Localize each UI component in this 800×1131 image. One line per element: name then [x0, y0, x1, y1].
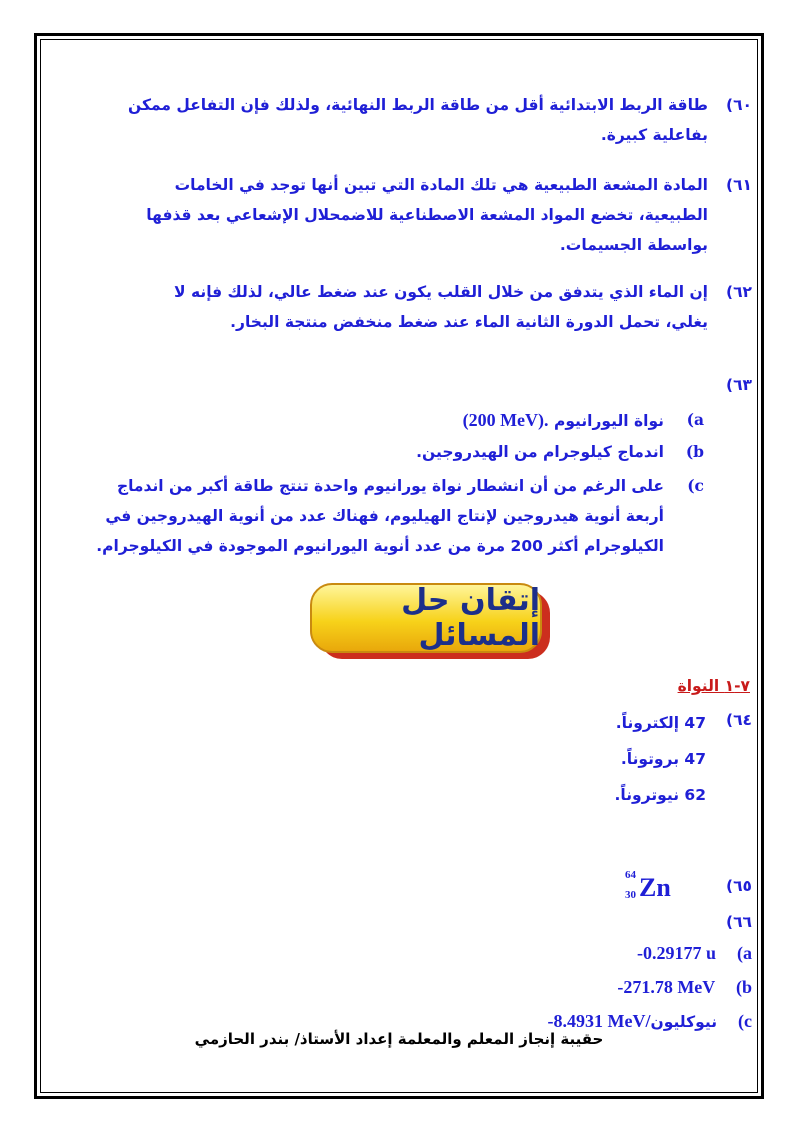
sub-label: c) — [687, 476, 704, 495]
answer-line: الطبيعية، تخضع المواد المشعة الاصطناعية للاضمحلال الإشعاعي بعد قذفها — [146, 206, 708, 224]
answer-number: ٦٥) — [725, 877, 752, 895]
answer-line: بواسطة الجسيمات. — [559, 236, 708, 254]
answer-line: يغلي، تحمل الدورة الثانية الماء عند ضغط منخفض منتجة البخار. — [230, 313, 708, 331]
unit-arabic: نيوكليون — [650, 1013, 718, 1031]
sub-label: a) — [686, 410, 704, 429]
answer-value: -8.4931 MeV/ — [547, 1011, 651, 1031]
answer-line: 47 بروتوناً. — [620, 750, 706, 768]
sub-label: (c — [738, 1011, 752, 1031]
answer-text: اندماج كيلوجرام من الهيدروجين. — [416, 443, 664, 461]
answer-line: 62 نيوتروناً. — [614, 786, 706, 804]
answer-number: ٦٤) — [725, 711, 752, 729]
document-page — [46, 45, 752, 1085]
answer-63a — [132, 405, 752, 436]
answer-line: 47 إلكتروناً. — [615, 714, 706, 732]
answer-62 — [132, 277, 752, 337]
element-symbol: Zn — [639, 873, 671, 902]
atomic-number: 30 — [625, 889, 636, 901]
answer-number: ٦٠) — [725, 96, 752, 114]
answer-text: نواة اليورانيوم — [553, 412, 664, 430]
energy-value: (200 MeV). — [462, 410, 549, 430]
section-heading: ٧-١ النواة — [677, 677, 750, 695]
zinc-isotope-notation — [625, 867, 705, 907]
answer-line: طاقة الربط الابتدائية أقل من طاقة الربط النهائية، ولذلك فإن التفاعل ممكن — [128, 96, 708, 114]
answer-line: الكيلوجرام أكثر 200 مرة من عدد أنوية اليورانيوم الموجودة في الكيلوجرام. — [96, 537, 664, 555]
answer-line: أربعة أنوية هيدروجين لإنتاج الهيليوم، فهناك عدد من أنوية الهيدروجين في — [105, 507, 664, 525]
answer-line: على الرغم من أن انشطار نواة يورانيوم واحدة تنتج طاقة أكبر من اندماج — [116, 477, 664, 495]
answer-66b — [617, 977, 752, 998]
badge-title: إتقان حل المسائل — [401, 583, 540, 653]
sub-label: b) — [685, 442, 704, 461]
answer-number: ٦١) — [725, 176, 752, 194]
page-footer: حقيبة إنجاز المعلم والمعلمة إعداد الأستاذ/ بندر الحازمي — [194, 1030, 604, 1048]
answer-value: -0.29177 u — [636, 943, 716, 963]
answer-number: ٦٣) — [725, 376, 752, 394]
answer-63c — [96, 471, 752, 561]
badge-body — [310, 583, 542, 653]
answer-line: بفاعلية كبيرة. — [600, 126, 708, 144]
answer-66c — [548, 1011, 752, 1032]
answer-60 — [128, 90, 752, 150]
answer-64 — [452, 705, 752, 813]
answer-value: -271.78 MeV — [617, 977, 715, 997]
answer-63b — [132, 437, 752, 467]
answer-line: المادة المشعة الطبيعية هي تلك المادة التي تبين أنها توجد في الخامات — [174, 176, 708, 194]
answer-line: إن الماء الذي يتدفق من خلال القلب يكون عند ضغط عالي، لذلك فإنه لا — [174, 283, 708, 301]
mass-number: 64 — [625, 869, 636, 881]
sub-label: (a — [737, 943, 752, 963]
mastering-problems-badge — [310, 583, 550, 663]
answer-number: ٦٦) — [725, 913, 752, 931]
answer-number: ٦٢) — [725, 283, 752, 301]
answer-61 — [132, 170, 752, 260]
sub-label: (b — [735, 977, 752, 997]
answer-66a — [637, 943, 752, 964]
